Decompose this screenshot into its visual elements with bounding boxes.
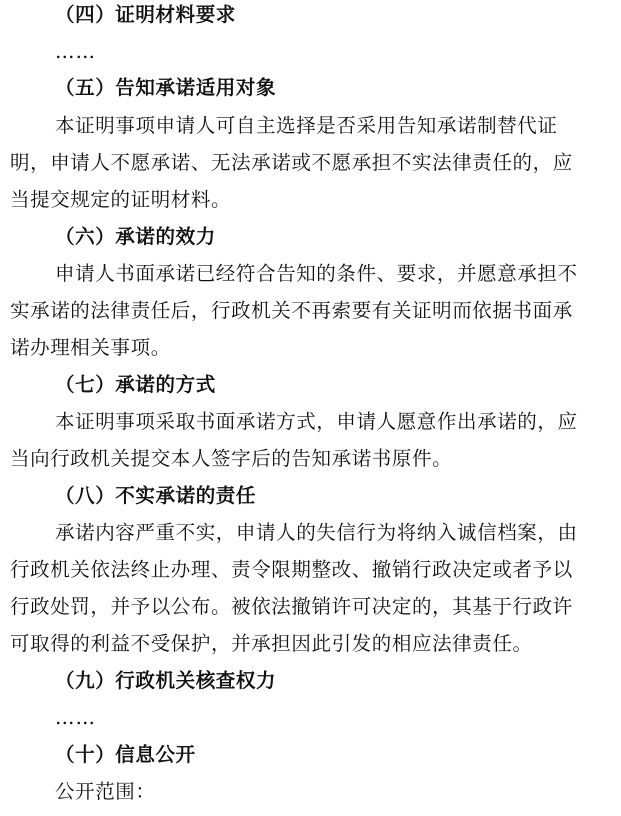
section-8-line-2: 行政机关依法终止办理、责令限期整改、撤销行政决定或者予以 [10, 558, 573, 581]
section-5-line-1: 本证明事项申请人可自主选择是否采用告知承诺制替代证 [55, 114, 558, 137]
section-5-line-2: 明，申请人不愿承诺、无法承诺或不愿承担不实法律责任的，应 [10, 151, 573, 174]
section-6-line-1: 申请人书面承诺已经符合告知的条件、要求，并愿意承担不 [55, 262, 578, 285]
section-heading-4: （四）证明材料要求 [55, 3, 236, 26]
section-7-line-2: 当向行政机关提交本人签字后的告知承诺书原件。 [10, 447, 453, 470]
section-6-line-2: 实承诺的法律责任后，行政机关不再索要有关证明而依据书面承 [10, 299, 573, 322]
section-5-line-3: 当提交规定的证明材料。 [10, 188, 232, 211]
section-4-ellipsis: …… [55, 40, 96, 63]
section-heading-6: （六）承诺的效力 [55, 225, 216, 248]
section-heading-10: （十）信息公开 [55, 743, 196, 766]
section-9-ellipsis: …… [55, 706, 96, 729]
section-7-line-1: 本证明事项采取书面承诺方式，申请人愿意作出承诺的，应 [55, 410, 578, 433]
section-heading-5: （五）告知承诺适用对象 [55, 76, 277, 99]
section-heading-7: （七）承诺的方式 [55, 373, 216, 396]
section-heading-8: （八）不实承诺的责任 [55, 484, 257, 507]
section-8-line-1: 承诺内容严重不实，申请人的失信行为将纳入诚信档案，由 [55, 521, 578, 544]
section-8-line-4: 可取得的利益不受保护，并承担因此引发的相应法律责任。 [10, 632, 533, 655]
section-6-line-3: 诺办理相关事项。 [10, 336, 171, 359]
section-heading-9: （九）行政机关核查权力 [55, 669, 277, 692]
section-10-line-1: 公开范围： [55, 780, 156, 803]
section-8-line-3: 行政处罚，并予以公布。被依法撤销许可决定的，其基于行政许 [10, 595, 573, 618]
